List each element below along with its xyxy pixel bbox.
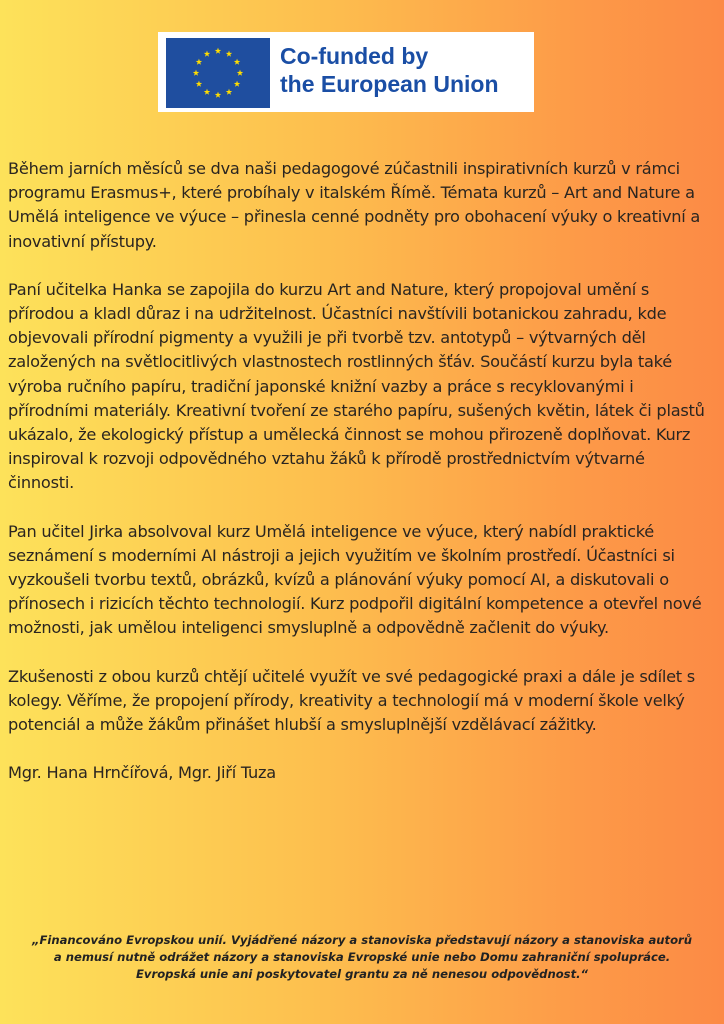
eu-cofunded-banner [158, 32, 534, 112]
eu-cofunded-text [280, 42, 499, 98]
article-paragraph: Paní učitelka Hanka se zapojila do kurzu Art and Nature, který propojoval umění s přírodou a kladl důraz i na udržitelnost. Účastníci navštívili botanickou zahradu, kde objevovali přírodní pigmenty a využili je při tvorbě tzv. antotypů – výtvarných děl založených na světlocitlivých vlastnostech rostlinných šťáv. Součástí kurzu byla také výroba ručního papíru, tradiční japonské knižní vazby a práce s recyklovanými i přírodními materiály. Kreativní tvoření ze starého papíru, sušených květin, látek či plastů ukázalo, že ekologický přístup a umělecká činnost se mohou přirozeně doplňovat. Kurz inspiroval k rozvoji odpovědného vztahu žáků k přírodě prostřednictvím výtvarné činnosti. [8, 279, 705, 493]
article-body [8, 157, 708, 809]
eu-cofunded-line1: Co-funded by [280, 43, 429, 69]
author-signature: Mgr. Hana Hrnčířová, Mgr. Jiří Tuza [8, 763, 276, 783]
article-paragraph: Pan učitel Jirka absolvoval kurz Umělá inteligence ve výuce, který nabídl praktické seznámení s moderními AI nástroji a jejich využitím ve školním prostředí. Účastníci si vyzkoušeli tvorbu textů, obrázků, kvízů a plánování výuky pomocí AI, a diskutovali o přínosech i rizicích těchto technologií. Kurz podpořil digitální kompetence a otevřel nové možnosti, jak umělou inteligenci smysluplně a odpovědně začlenit do výuky. [8, 521, 702, 638]
article-paragraph: Zkušenosti z obou kurzů chtějí učitelé využít ve své pedagogické praxi a dále je sdílet s kolegy. Věříme, že propojení přírody, kreativity a technologií má v moderní škole velký potenciál a může žákům přinášet hlubší a smysluplnější vzdělávací zážitky. [8, 666, 695, 735]
funding-disclaimer: „Financováno Evropskou unií. Vyjádřené názory a stanoviska představují názory a stanoviska autorů a nemusí nutně odrážet názory a stanoviska Evropské unie nebo Domu zahraniční spolupráce. Evropská unie ani poskytovatel grantu za ně nenesou odpovědnost.“ [31, 933, 693, 981]
article-paragraph: Během jarních měsíců se dva naši pedagogové zúčastnili inspirativních kurzů v rámci programu Erasmus+, které probíhaly v italském Římě. Témata kurzů – Art and Nature a Umělá inteligence ve výuce – přinesla cenné podněty pro obohacení výuky o kreativní a inovativní přístupy. [8, 159, 701, 251]
eu-flag-icon [166, 38, 270, 108]
eu-cofunded-line2: the European Union [280, 71, 499, 97]
